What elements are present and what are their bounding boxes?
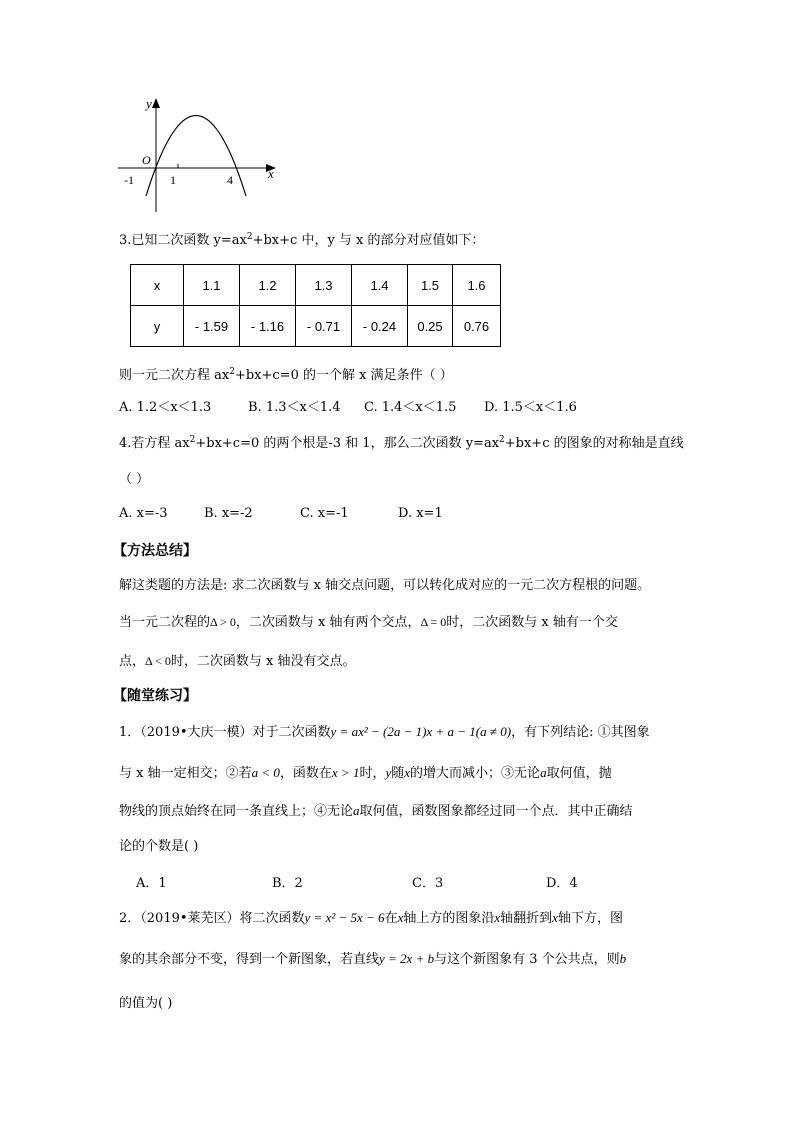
method-line2-b: ，二次函数与 x 轴有两个交点，: [235, 615, 421, 630]
q4-sup2: 2: [499, 435, 505, 445]
p1-line2-b: ，函数在: [279, 766, 332, 781]
q4-sup1: 2: [189, 435, 196, 445]
q4-option-d: D. x=1: [398, 506, 443, 521]
p1-line2-a: 与 x 轴一定相交；②若: [119, 766, 252, 781]
q3-option-a: A. 1.2＜x＜1.3: [119, 400, 212, 415]
q4-stem: [119, 432, 684, 451]
p1-line4: 论的个数是( ): [119, 839, 199, 854]
practice-heading: 【随堂练习】: [113, 688, 197, 704]
table-cell: x: [131, 265, 184, 306]
p2-line1-a: 2．（2019•莱芜区）将二次函数: [119, 911, 305, 926]
q4-option-b: B. x=-2: [204, 506, 253, 521]
p2-line3: 的值为( ): [119, 996, 173, 1011]
q3-value-table: [130, 264, 501, 347]
p2-line2: [119, 948, 626, 967]
x-axis-label: x: [268, 166, 274, 181]
table-cell: - 1.16: [240, 306, 296, 347]
q3-question-suffix: +bx+c=0 的一个解 x 满足条件（ ）: [234, 368, 453, 383]
p2-line2-b: 与这个新图象有 3 个公共点，则: [434, 952, 620, 967]
q3-question: [119, 364, 453, 383]
p1-line2-c: 时，: [359, 766, 386, 781]
p1-line2: [119, 762, 612, 781]
p1-line1: [119, 721, 650, 740]
q3-stem-prefix: 3.已知二次函数 y=ax: [119, 233, 247, 248]
p2-line1-b: 在: [384, 911, 398, 926]
parabola-graph: [110, 92, 290, 217]
delta-lt-formula: Δ < 0: [145, 654, 171, 668]
p1-var-a2: a: [353, 803, 360, 818]
p2-line-eq: y = 2x + b: [379, 951, 435, 966]
p2-line1: [119, 907, 623, 926]
p1-formula: y = ax² − (2a − 1)x + a − 1(a ≠ 0): [330, 724, 512, 739]
q3-stem-sup: 2: [246, 232, 253, 242]
p2-line1-d: 轴翻折到: [500, 911, 553, 926]
q3-option-d: D. 1.5＜x＜1.6: [484, 400, 577, 415]
p2-line1-c: 轴上方的图象沿: [403, 911, 495, 926]
table-row-x: [131, 265, 501, 306]
table-cell: 1.4: [352, 265, 408, 306]
method-line2-c: 时，二次函数与 x 轴有一个交: [446, 615, 618, 630]
p1-cond-x: x > 1: [331, 765, 360, 780]
p1-line3-b: 取何值，函数图象都经过同一个点．其中正确结: [359, 804, 633, 819]
q4-stem-b: +bx+c=0 的两个根是-3 和 1，那么二次函数 y=ax: [195, 436, 500, 451]
q3-option-b: B. 1.3＜x＜1.4: [248, 400, 341, 415]
p1-cond-a: a < 0: [251, 765, 280, 780]
q3-question-prefix: 则一元二次方程 ax: [119, 368, 230, 383]
p2-line1-e: 轴下方，图: [557, 911, 623, 926]
table-cell: 1.5: [408, 265, 453, 306]
p1-line2-f: 取何值，抛: [546, 766, 612, 781]
q4-paren: （ ）: [119, 472, 150, 487]
method-line3: [119, 650, 355, 669]
tick-label-1: 1: [170, 173, 176, 187]
p2-formula: y = x² − 5x − 6: [304, 910, 385, 925]
method-line3-a: 点，: [119, 654, 146, 669]
q4-option-a: A. x=-3: [119, 506, 168, 521]
q4-stem-a: 4.若方程 ax: [119, 436, 190, 451]
delta-gt-formula: Δ > 0: [210, 615, 236, 629]
p1-option-b: B．2: [272, 876, 303, 891]
p1-line1-a: 1．（2019•大庆一模）对于二次函数: [119, 725, 331, 740]
delta-eq-formula: Δ = 0: [420, 615, 447, 629]
method-line2-a: 当一元二次程的: [119, 615, 211, 630]
table-cell: 1.2: [240, 265, 296, 306]
q4-stem-c: +bx+c 的图象的对称轴是直线: [504, 436, 684, 451]
p2-var-x1: x: [397, 910, 404, 925]
p1-var-x: x: [404, 765, 411, 780]
table-cell: - 1.59: [184, 306, 240, 347]
method-line2: [119, 611, 618, 630]
table-row-y: [131, 306, 501, 347]
p1-var-a1: a: [540, 765, 547, 780]
method-heading: 【方法总结】: [113, 543, 197, 559]
table-cell: 1.3: [296, 265, 352, 306]
q3-stem-suffix: +bx+c 中，y 与 x 的部分对应值如下：: [252, 233, 485, 248]
method-line1: 解这类题的方法是: 求二次函数与 x 轴交点问题，可以转化成对应的一元二次方程根的问题。: [119, 578, 651, 593]
table-cell: - 0.24: [352, 306, 408, 347]
p2-var-b: b: [619, 951, 627, 966]
p1-line2-e: 的增大而减小；③无论: [410, 766, 541, 781]
table-cell: 1.1: [184, 265, 240, 306]
tick-label-4: 4: [227, 173, 233, 187]
method-line3-b: 时，二次函数与 x 轴没有交点。: [170, 654, 356, 669]
table-cell: - 0.71: [296, 306, 352, 347]
p2-line2-a: 象的其余部分不变，得到一个新图象，若直线: [119, 952, 380, 967]
q4-option-c: C. x=-1: [300, 506, 349, 521]
p1-option-c: C．3: [412, 876, 444, 891]
q3-option-c: C. 1.4＜x＜1.5: [364, 400, 457, 415]
p2-var-x3: x: [552, 910, 558, 925]
tick-label-neg1: -1: [124, 173, 134, 187]
table-cell: 0.76: [453, 306, 501, 347]
origin-label: O: [142, 153, 151, 167]
table-cell: y: [131, 306, 184, 347]
q3-question-sup: 2: [229, 367, 235, 377]
table-cell: 0.25: [408, 306, 453, 347]
p1-var-y: y: [385, 765, 392, 780]
p1-option-d: D．4: [546, 876, 578, 891]
q3-stem: [119, 229, 485, 248]
table-cell: 1.6: [453, 265, 501, 306]
p1-line3: [119, 800, 633, 819]
p1-line1-b: ，有下列结论: ①其图象: [511, 725, 650, 740]
y-axis-label: y: [146, 96, 152, 111]
p1-line2-d: 随: [391, 766, 405, 781]
p1-option-a: A．1: [136, 876, 167, 891]
y-axis-arrow-icon: [152, 98, 160, 108]
p2-var-x2: x: [494, 910, 501, 925]
p1-line3-a: 物线的顶点始终在同一条直线上；④无论: [119, 804, 354, 819]
